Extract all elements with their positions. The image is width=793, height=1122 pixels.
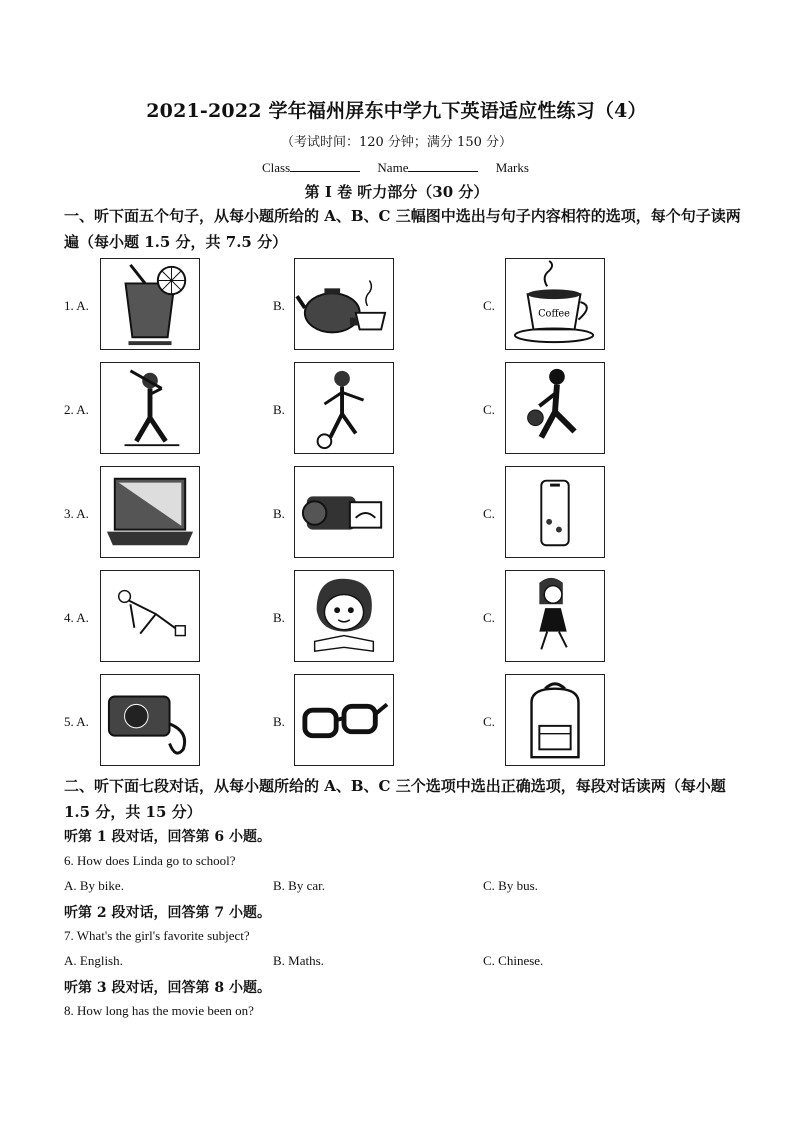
q7-option-c[interactable]: C. Chinese.: [483, 953, 544, 968]
q6-option-c[interactable]: C. By bus.: [483, 878, 538, 893]
row5-label-c: C.: [483, 714, 495, 729]
q7-option-a[interactable]: A. English.: [64, 953, 123, 968]
student-info-line: [262, 159, 529, 176]
q6-option-b[interactable]: B. By car.: [273, 878, 325, 893]
class-label: Class: [262, 160, 291, 175]
part2-heading: 二、听下面七段对话，从每小题所给的 A、B、C 三个选项中选出正确选项，每段对话读两（每小题 1.5 分，共 15 分）: [64, 777, 726, 821]
q7-option-b[interactable]: B. Maths.: [273, 953, 324, 968]
question-6: 6. How does Linda go to school?: [64, 853, 236, 868]
coffee-cup-text: Coffee: [538, 308, 570, 320]
row3-label-b: B.: [273, 506, 285, 521]
row4-label-a: 4. A.: [64, 610, 89, 625]
backpack-image[interactable]: [505, 674, 605, 766]
baseball-player-image[interactable]: [100, 362, 200, 454]
juice-drink-image[interactable]: [100, 258, 200, 350]
girl-reading-book-image[interactable]: [294, 570, 394, 662]
name-label: Name: [377, 160, 409, 175]
exam-subtitle: （考试时间：120 分钟；满分 150 分）: [280, 135, 513, 150]
basketball-player-image[interactable]: [505, 362, 605, 454]
soccer-player-image[interactable]: [294, 362, 394, 454]
row5-label-b: B.: [273, 714, 285, 729]
teapot-tea-image[interactable]: [294, 258, 394, 350]
row2-label-a: 2. A.: [64, 402, 89, 417]
part1-heading: 一、听下面五个句子，从每小题所给的 A、B、C 三幅图中选出与句子内容相符的选项，每个句子读两遍（每小题 1.5 分，共 7.5 分）: [64, 207, 741, 251]
page-title: 2021-2022 学年福州屏东中学九下英语适应性练习（4）: [146, 100, 647, 122]
class-blank: [290, 159, 360, 172]
camera-image[interactable]: [100, 674, 200, 766]
question-8: 8. How long has the movie been on?: [64, 1003, 254, 1018]
video-camera-image[interactable]: [294, 466, 394, 558]
row4-label-c: C.: [483, 610, 495, 625]
glasses-image[interactable]: [294, 674, 394, 766]
question-7: 7. What's the girl's favorite subject?: [64, 928, 250, 943]
smartphone-image[interactable]: [505, 466, 605, 558]
dialogue1-instruction: 听第 1 段对话，回答第 6 小题。: [64, 829, 271, 845]
marks-label: Marks: [495, 160, 529, 175]
row4-label-b: B.: [273, 610, 285, 625]
section-title: 第 I 卷 听力部分（30 分）: [304, 183, 489, 201]
row2-label-c: C.: [483, 402, 495, 417]
girl-walking-image[interactable]: [505, 570, 605, 662]
row2-label-b: B.: [273, 402, 285, 417]
name-blank: [408, 159, 478, 172]
row5-label-a: 5. A.: [64, 714, 89, 729]
row1-label-a: 1. A.: [64, 298, 89, 313]
dialogue2-instruction: 听第 2 段对话，回答第 7 小题。: [64, 905, 271, 921]
row3-label-a: 3. A.: [64, 506, 89, 521]
row3-label-c: C.: [483, 506, 495, 521]
coffee-cup-image[interactable]: [505, 258, 605, 350]
laptop-image[interactable]: [100, 466, 200, 558]
girl-cleaning-floor-image[interactable]: [100, 570, 200, 662]
dialogue3-instruction: 听第 3 段对话，回答第 8 小题。: [64, 980, 271, 996]
row1-label-b: B.: [273, 298, 285, 313]
row1-label-c: C.: [483, 298, 495, 313]
q6-option-a[interactable]: A. By bike.: [64, 878, 124, 893]
